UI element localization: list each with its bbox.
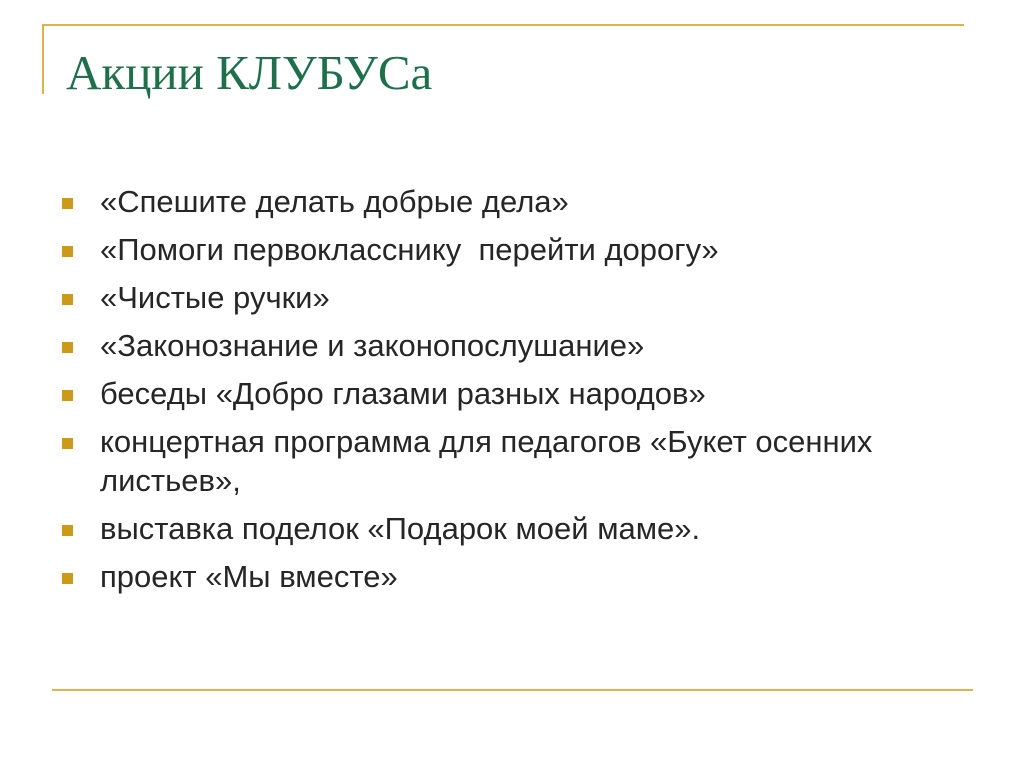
- square-bullet-icon: [62, 438, 73, 449]
- bullet-text: концертная программа для педагогов «Букет осенних листьев»,: [100, 424, 873, 498]
- slide-title: Акции КЛУБУСа: [66, 45, 433, 100]
- bullet-text: беседы «Добро глазами разных народов»: [100, 376, 706, 411]
- bullet-item: [62, 422, 962, 500]
- bottom-rule: [52, 689, 973, 691]
- square-bullet-icon: [62, 573, 73, 584]
- bullet-item: [62, 278, 962, 317]
- bullet-text: выставка поделок «Подарок моей маме».: [100, 511, 701, 546]
- bullet-item: [62, 557, 962, 596]
- bullet-text: «Спешите делать добрые дела»: [100, 184, 569, 219]
- bullet-item: [62, 230, 962, 269]
- square-bullet-icon: [62, 246, 73, 257]
- bullet-item: [62, 326, 962, 365]
- bullet-text: проект «Мы вместе»: [100, 559, 398, 594]
- bullet-text: «Законознание и законопослушание»: [100, 328, 645, 363]
- square-bullet-icon: [62, 294, 73, 305]
- bullet-list: [62, 182, 962, 605]
- bullet-item: [62, 509, 962, 548]
- square-bullet-icon: [62, 342, 73, 353]
- bullet-text: «Чистые ручки»: [100, 280, 330, 315]
- top-rule: [42, 24, 964, 26]
- bullet-item: [62, 182, 962, 221]
- left-rule: [42, 24, 44, 94]
- bullet-text: «Помоги первокласснику перейти дорогу»: [100, 232, 719, 267]
- square-bullet-icon: [62, 390, 73, 401]
- square-bullet-icon: [62, 198, 73, 209]
- square-bullet-icon: [62, 525, 73, 536]
- bullet-item: [62, 374, 962, 413]
